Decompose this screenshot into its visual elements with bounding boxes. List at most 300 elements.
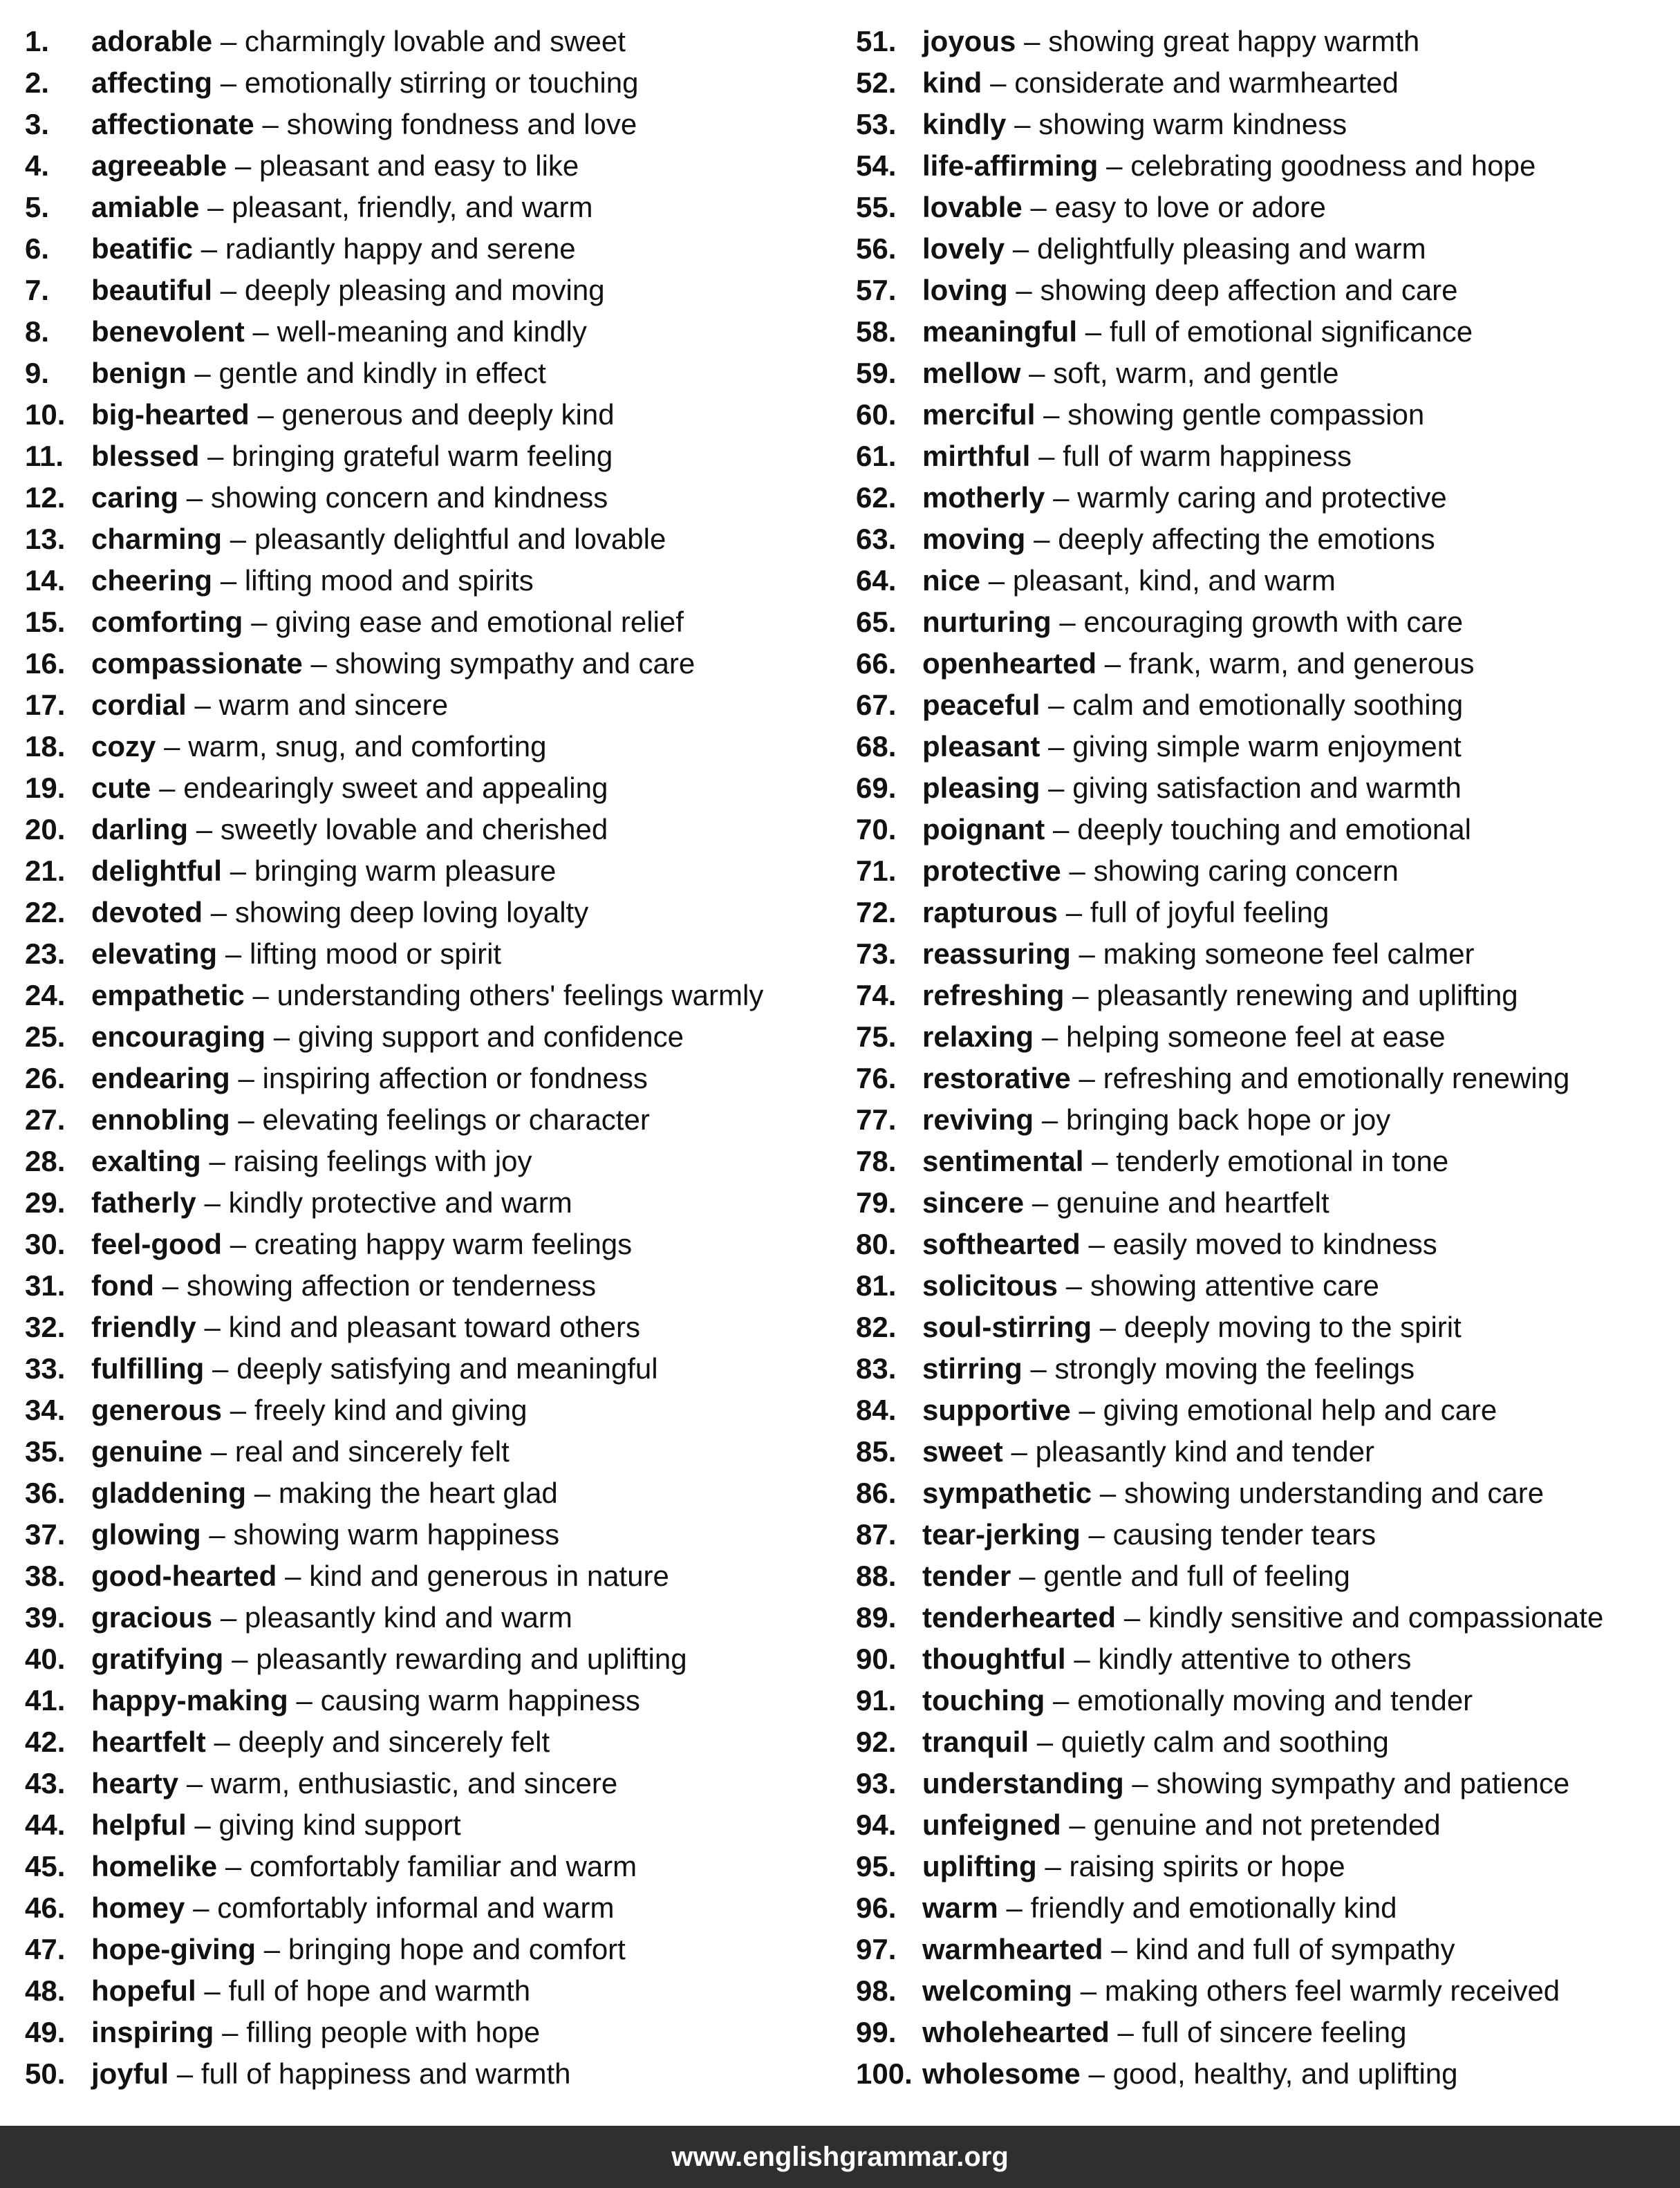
list-item — [25, 1307, 827, 1348]
item-definition: giving ease and emotional relief — [275, 606, 684, 638]
item-definition: elevating feelings or character — [262, 1103, 650, 1136]
item-number: 11. — [25, 440, 64, 472]
item-separator: – — [220, 564, 237, 597]
list-item — [856, 975, 1672, 1016]
item-word: gladdening — [91, 1477, 246, 1509]
list-item — [25, 643, 827, 684]
item-definition: showing sympathy and care — [335, 647, 696, 680]
item-definition: sweetly lovable and cherished — [220, 813, 608, 845]
list-item — [25, 1348, 827, 1390]
item-word: uplifting — [922, 1850, 1037, 1882]
item-word: agreeable — [91, 149, 227, 182]
item-word: sympathetic — [922, 1477, 1092, 1509]
footer-url: www.englishgrammar.org — [671, 2141, 1009, 2172]
item-definition: quietly calm and soothing — [1061, 1726, 1389, 1758]
list-item — [856, 850, 1672, 892]
item-word: stirring — [922, 1352, 1023, 1385]
item-number: 83. — [856, 1352, 897, 1385]
item-separator: – — [212, 1352, 229, 1385]
item-definition: pleasantly renewing and uplifting — [1096, 979, 1518, 1011]
item-number: 19. — [25, 772, 66, 804]
item-separator: – — [1038, 440, 1055, 472]
item-number: 3. — [25, 108, 50, 140]
item-definition: full of hope and warmth — [228, 1974, 531, 2007]
item-separator: – — [1048, 689, 1065, 721]
item-number: 40. — [25, 1643, 66, 1675]
item-word: affecting — [91, 66, 213, 99]
item-definition: kindly attentive to others — [1098, 1643, 1412, 1675]
list-item — [856, 684, 1672, 726]
item-definition: creating happy warm feelings — [254, 1228, 633, 1260]
item-word: joyous — [922, 25, 1016, 57]
list-item — [856, 1058, 1672, 1099]
item-word: mellow — [922, 357, 1021, 389]
item-definition: bringing hope and comfort — [288, 1933, 626, 1965]
list-item — [25, 1472, 827, 1514]
item-definition: raising feelings with joy — [233, 1145, 532, 1177]
list-item — [856, 1804, 1672, 1846]
item-number: 13. — [25, 523, 66, 555]
item-word: wholehearted — [922, 2016, 1110, 2048]
item-separator: – — [1019, 1560, 1036, 1592]
list-item — [856, 1224, 1672, 1265]
item-word: warm — [922, 1891, 998, 1924]
list-item — [856, 1182, 1672, 1224]
item-separator: – — [207, 440, 224, 472]
item-word: devoted — [91, 896, 203, 928]
item-separator: – — [1069, 1808, 1085, 1841]
item-number: 77. — [856, 1103, 897, 1136]
item-number: 79. — [856, 1186, 897, 1219]
item-definition: endearingly sweet and appealing — [183, 772, 608, 804]
list-item — [25, 270, 827, 311]
list-item — [25, 2012, 827, 2053]
item-word: darling — [91, 813, 189, 845]
item-definition: full of emotional significance — [1109, 315, 1473, 348]
item-separator: – — [1123, 1601, 1141, 1634]
item-number: 58. — [856, 315, 897, 348]
item-separator: – — [1011, 1435, 1027, 1468]
list-item — [856, 933, 1672, 975]
item-separator: – — [1065, 896, 1083, 928]
item-word: homey — [91, 1891, 185, 1924]
item-number: 6. — [25, 232, 50, 265]
item-number: 9. — [25, 357, 50, 389]
list-item — [856, 601, 1672, 643]
item-definition: refreshing and emotionally renewing — [1103, 1062, 1570, 1094]
list-item — [856, 1390, 1672, 1431]
item-definition: bringing warm pleasure — [254, 854, 557, 887]
item-separator: – — [225, 937, 242, 970]
item-number: 75. — [856, 1020, 897, 1053]
item-definition: showing concern and kindness — [210, 481, 608, 514]
item-separator: – — [1065, 1269, 1083, 1302]
list-item — [856, 1099, 1672, 1141]
list-item — [856, 1638, 1672, 1680]
item-separator: – — [1016, 274, 1032, 306]
item-number: 44. — [25, 1808, 66, 1841]
item-number: 45. — [25, 1850, 66, 1882]
item-word: cordial — [91, 689, 187, 721]
item-definition: kindly sensitive and compassionate — [1148, 1601, 1604, 1634]
item-definition: bringing grateful warm feeling — [232, 440, 613, 472]
item-word: motherly — [922, 481, 1045, 514]
item-number: 74. — [856, 979, 897, 1011]
list-item — [856, 270, 1672, 311]
item-separator: – — [1092, 1145, 1108, 1177]
item-word: openhearted — [922, 647, 1097, 680]
item-number: 85. — [856, 1435, 897, 1468]
list-item — [856, 1016, 1672, 1058]
item-number: 20. — [25, 813, 66, 845]
item-word: moving — [922, 523, 1026, 555]
item-word: amiable — [91, 191, 200, 223]
list-item — [25, 1265, 827, 1307]
item-definition: showing affection or tenderness — [186, 1269, 597, 1302]
item-word: big-hearted — [91, 398, 250, 431]
item-definition: kind and pleasant toward others — [228, 1311, 640, 1343]
item-word: charming — [91, 523, 223, 555]
list-item — [856, 560, 1672, 601]
item-number: 100. — [856, 2057, 913, 2090]
list-item — [25, 21, 827, 62]
item-separator: – — [1036, 1726, 1054, 1758]
list-item — [25, 436, 827, 477]
item-definition: pleasantly delightful and lovable — [254, 523, 666, 555]
item-number: 18. — [25, 730, 66, 763]
item-number: 99. — [856, 2016, 897, 2048]
list-item — [856, 767, 1672, 809]
item-word: reassuring — [922, 937, 1071, 970]
item-definition: pleasant and easy to like — [259, 149, 579, 182]
item-separator: – — [262, 108, 279, 140]
item-number: 32. — [25, 1311, 66, 1343]
item-word: peaceful — [922, 689, 1040, 721]
item-separator: – — [1024, 25, 1040, 57]
item-word: sincere — [922, 1186, 1025, 1219]
item-number: 92. — [856, 1726, 897, 1758]
list-item — [25, 1431, 827, 1472]
item-definition: showing gentle compassion — [1067, 398, 1425, 431]
item-definition: showing fondness and love — [286, 108, 637, 140]
item-separator: – — [210, 896, 227, 928]
item-number: 67. — [856, 689, 897, 721]
item-separator: – — [1053, 481, 1070, 514]
item-number: 29. — [25, 1186, 66, 1219]
item-separator: – — [194, 689, 211, 721]
item-number: 50. — [25, 2057, 66, 2090]
item-separator: – — [1088, 1228, 1105, 1260]
item-separator: – — [1014, 108, 1031, 140]
item-word: benevolent — [91, 315, 245, 348]
item-separator: – — [193, 1891, 209, 1924]
item-separator: – — [204, 1311, 221, 1343]
item-definition: full of happiness and warmth — [200, 2057, 571, 2090]
list-item — [25, 353, 827, 394]
item-definition: full of joyful feeling — [1090, 896, 1329, 928]
item-number: 21. — [25, 854, 66, 887]
item-separator: – — [230, 1228, 247, 1260]
item-word: refreshing — [922, 979, 1065, 1011]
item-word: rapturous — [922, 896, 1058, 928]
item-word: loving — [922, 274, 1008, 306]
item-separator: – — [238, 1062, 254, 1094]
item-number: 14. — [25, 564, 66, 597]
item-number: 55. — [856, 191, 897, 223]
list-item — [25, 518, 827, 560]
item-word: helpful — [91, 1808, 187, 1841]
item-separator: – — [1079, 1062, 1095, 1094]
item-word: kind — [922, 66, 982, 99]
item-word: tender — [922, 1560, 1011, 1592]
item-separator: – — [159, 772, 176, 804]
item-definition: comfortably familiar and warm — [249, 1850, 637, 1882]
item-word: affectionate — [91, 108, 254, 140]
list-item — [25, 1224, 827, 1265]
list-item — [25, 601, 827, 643]
item-word: sweet — [922, 1435, 1003, 1468]
item-separator: – — [1132, 1767, 1148, 1799]
list-item — [856, 1348, 1672, 1390]
item-number: 81. — [856, 1269, 897, 1302]
item-separator: – — [220, 66, 237, 99]
item-separator: – — [990, 66, 1007, 99]
item-separator: – — [252, 979, 269, 1011]
item-word: pleasant — [922, 730, 1040, 763]
list-item — [25, 1514, 827, 1555]
item-word: life-affirming — [922, 149, 1099, 182]
item-definition: lifting mood and spirits — [244, 564, 534, 597]
list-item — [856, 809, 1672, 850]
item-word: solicitous — [922, 1269, 1058, 1302]
item-word: thoughtful — [922, 1643, 1066, 1675]
item-word: protective — [922, 854, 1061, 887]
item-number: 59. — [856, 357, 897, 389]
item-word: relaxing — [922, 1020, 1034, 1053]
item-definition: lifting mood or spirit — [249, 937, 502, 970]
item-number: 10. — [25, 398, 66, 431]
list-item — [25, 104, 827, 145]
item-word: gratifying — [91, 1643, 224, 1675]
item-definition: showing deep loving loyalty — [234, 896, 589, 928]
item-separator: – — [1041, 1020, 1058, 1053]
item-word: blessed — [91, 440, 200, 472]
item-separator: – — [252, 315, 269, 348]
list-item — [856, 477, 1672, 518]
list-item — [856, 1514, 1672, 1555]
item-separator: – — [310, 647, 327, 680]
item-separator: – — [251, 606, 268, 638]
item-word: tenderhearted — [922, 1601, 1117, 1634]
item-definition: giving kind support — [218, 1808, 461, 1841]
list-item — [856, 436, 1672, 477]
item-definition: bringing back hope or joy — [1065, 1103, 1391, 1136]
item-number: 23. — [25, 937, 66, 970]
item-word: feel-good — [91, 1228, 222, 1260]
item-word: tear-jerking — [922, 1518, 1081, 1551]
list-item — [25, 1887, 827, 1929]
item-number: 52. — [856, 66, 897, 99]
item-separator: – — [1069, 854, 1085, 887]
item-word: joyful — [91, 2057, 169, 2090]
item-word: meaningful — [922, 315, 1078, 348]
list-item — [856, 311, 1672, 353]
item-number: 16. — [25, 647, 66, 680]
word-list-column-right — [856, 21, 1672, 2095]
item-definition: encouraging growth with care — [1083, 606, 1464, 638]
item-number: 87. — [856, 1518, 897, 1551]
list-item — [25, 1141, 827, 1182]
list-item — [856, 145, 1672, 187]
item-separator: – — [263, 1933, 281, 1965]
item-separator: – — [222, 2016, 239, 2048]
list-item — [25, 767, 827, 809]
item-separator: – — [273, 1020, 290, 1053]
list-item — [856, 643, 1672, 684]
item-definition: giving satisfaction and warmth — [1072, 772, 1462, 804]
item-definition: showing caring concern — [1093, 854, 1399, 887]
list-item — [25, 394, 827, 436]
footer-bar — [0, 2126, 1680, 2188]
item-definition: pleasantly kind and tender — [1035, 1435, 1374, 1468]
list-item — [25, 684, 827, 726]
item-number: 80. — [856, 1228, 897, 1260]
item-number: 46. — [25, 1891, 66, 1924]
item-separator: – — [1099, 1311, 1117, 1343]
item-number: 63. — [856, 523, 897, 555]
item-definition: generous and deeply kind — [281, 398, 615, 431]
item-number: 54. — [856, 149, 897, 182]
item-number: 24. — [25, 979, 66, 1011]
item-definition: giving simple warm enjoyment — [1072, 730, 1462, 763]
item-separator: – — [186, 481, 203, 514]
list-item — [856, 2053, 1672, 2095]
list-item — [25, 62, 827, 104]
item-word: glowing — [91, 1518, 201, 1551]
item-word: gracious — [91, 1601, 213, 1634]
item-definition: easy to love or adore — [1054, 191, 1326, 223]
item-separator: – — [204, 1186, 221, 1219]
item-definition: helping someone feel at ease — [1065, 1020, 1446, 1053]
item-word: nice — [922, 564, 981, 597]
item-definition: soft, warm, and gentle — [1053, 357, 1339, 389]
list-item — [856, 1472, 1672, 1514]
item-word: supportive — [922, 1394, 1071, 1426]
item-separator: – — [1099, 1477, 1117, 1509]
item-separator: – — [176, 2057, 194, 2090]
item-separator: – — [225, 1850, 242, 1882]
item-number: 25. — [25, 1020, 66, 1053]
item-separator: – — [1088, 2057, 1105, 2090]
item-number: 84. — [856, 1394, 897, 1426]
item-word: caring — [91, 481, 179, 514]
item-separator: – — [1085, 315, 1102, 348]
item-definition: comfortably informal and warm — [217, 1891, 615, 1924]
item-word: ennobling — [91, 1103, 230, 1136]
list-item — [856, 394, 1672, 436]
item-definition: emotionally stirring or touching — [244, 66, 639, 99]
list-item — [25, 1597, 827, 1638]
item-word: cozy — [91, 730, 156, 763]
item-separator: – — [230, 854, 247, 887]
item-number: 94. — [856, 1808, 897, 1841]
item-definition: deeply touching and emotional — [1077, 813, 1471, 845]
item-definition: considerate and warmhearted — [1014, 66, 1399, 99]
item-definition: showing deep affection and care — [1040, 274, 1458, 306]
item-definition: causing warm happiness — [320, 1684, 640, 1717]
item-separator: – — [232, 1643, 248, 1675]
item-word: cheering — [91, 564, 213, 597]
item-separator: – — [1104, 647, 1121, 680]
item-word: warmhearted — [922, 1933, 1103, 1965]
item-definition: pleasant, friendly, and warm — [232, 191, 593, 223]
item-separator: – — [220, 25, 237, 57]
item-word: mirthful — [922, 440, 1031, 472]
item-separator: – — [285, 1560, 301, 1592]
item-separator: – — [1045, 1850, 1061, 1882]
list-item — [856, 1555, 1672, 1597]
item-number: 36. — [25, 1477, 66, 1509]
item-number: 48. — [25, 1974, 66, 2007]
item-number: 88. — [856, 1560, 897, 1592]
item-word: tranquil — [922, 1726, 1029, 1758]
item-word: endearing — [91, 1062, 230, 1094]
item-definition: delightfully pleasing and warm — [1036, 232, 1426, 265]
item-definition: tenderly emotional in tone — [1116, 1145, 1449, 1177]
item-definition: showing warm kindness — [1038, 108, 1347, 140]
item-separator: – — [1053, 1684, 1070, 1717]
item-definition: inspiring affection or fondness — [262, 1062, 648, 1094]
item-definition: kindly protective and warm — [228, 1186, 572, 1219]
item-definition: strongly moving the feelings — [1054, 1352, 1415, 1385]
list-item — [25, 311, 827, 353]
list-item — [25, 1763, 827, 1804]
item-number: 97. — [856, 1933, 897, 1965]
item-number: 42. — [25, 1726, 66, 1758]
item-number: 71. — [856, 854, 897, 887]
list-item — [25, 1638, 827, 1680]
item-word: lovable — [922, 191, 1023, 223]
item-word: beatific — [91, 232, 194, 265]
list-item — [25, 1721, 827, 1763]
item-number: 38. — [25, 1560, 66, 1592]
list-item — [856, 1431, 1672, 1472]
item-separator: – — [257, 398, 274, 431]
list-item — [25, 1555, 827, 1597]
item-definition: causing tender tears — [1112, 1518, 1376, 1551]
item-definition: making others feel warmly received — [1104, 1974, 1560, 2007]
item-separator: – — [209, 1518, 225, 1551]
list-item — [856, 1265, 1672, 1307]
item-separator: – — [162, 1269, 179, 1302]
item-number: 49. — [25, 2016, 66, 2048]
item-number: 73. — [856, 937, 897, 970]
item-separator: – — [988, 564, 1005, 597]
list-item — [856, 518, 1672, 560]
item-number: 76. — [856, 1062, 897, 1094]
item-separator: – — [186, 1767, 203, 1799]
item-definition: showing understanding and care — [1123, 1477, 1544, 1509]
item-number: 51. — [856, 25, 897, 57]
item-word: comforting — [91, 606, 243, 638]
item-number: 98. — [856, 1974, 897, 2007]
list-item — [25, 1929, 827, 1970]
item-word: cute — [91, 772, 151, 804]
item-definition: making the heart glad — [278, 1477, 558, 1509]
item-number: 66. — [856, 647, 897, 680]
item-definition: making someone feel calmer — [1103, 937, 1475, 970]
item-definition: easily moved to kindness — [1112, 1228, 1437, 1260]
